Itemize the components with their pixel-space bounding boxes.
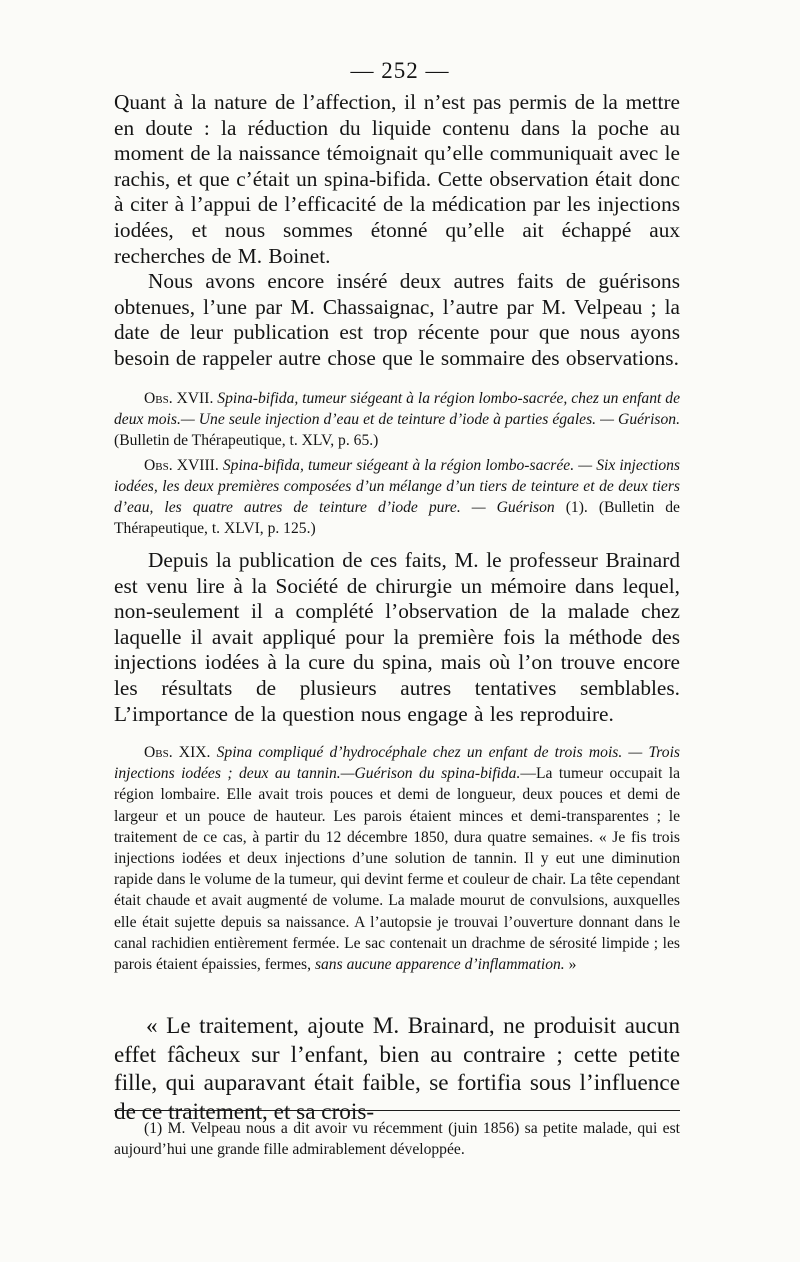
obs-17-title: Spina-bifida, tumeur siégeant à la région lombo-sacrée, chez un enfant de deux mois.— Une seule injection d’eau et de teinture d’iode à parties égales. — Guérison. — [114, 390, 680, 429]
page-number: — 252 — — [350, 58, 450, 83]
obs-19-emphasis: sans aucune apparence d’inflammation. — [314, 956, 565, 974]
observations-block — [114, 388, 680, 539]
obs-19-close: » — [568, 956, 577, 974]
obs-17-source: (Bulletin de Thérapeutique, t. XLV, p. 65.) — [114, 432, 379, 450]
obs-18-note-ref: (1). — [565, 499, 588, 517]
main-text-column — [114, 90, 680, 372]
obs-17-label: Obs. XVII. — [144, 390, 214, 407]
obs-18-label: Obs. XVIII. — [144, 456, 219, 474]
observation-18 — [114, 455, 680, 540]
obs-19-label: Obs. XIX. — [144, 744, 211, 761]
footnote-mark: (1) — [144, 1120, 163, 1137]
observation-19-block — [114, 742, 680, 975]
observation-19 — [114, 742, 680, 975]
footnote-text: M. Velpeau nous a dit avoir vu récemment (juin 1856) sa petite malade, qui est aujourd’hui une grande fille admirablement développée. — [114, 1120, 680, 1158]
paragraph-affection-nature: Quant à la nature de l’affection, il n’est pas permis de la mettre en doute : la réduction du liquide contenu dans la poche au moment de la naissance témoignait qu’elle communiquait avec le rachis, et que c’était un spina-bifida. Cette observation était donc à citer à l’appui de l’efficacité de la médication par les injections iodées, et nous sommes étonné qu’elle ait échappé aux recherches de M. Boinet. — [114, 90, 680, 268]
obs-18-title: Spina-bifida, tumeur siégeant à la région lombo-sacrée. — Six injections iodées, les deux premières composées d’un mélange d’un tiers de teinture et de deux tiers d’eau, les quatre autres de teinture d’iode pure. — Guérison — [114, 456, 680, 517]
footnote — [114, 1118, 680, 1160]
obs-19-title: Spina compliqué d’hydrocéphale chez un enfant de trois mois. — Trois injections iodées ; deux au tannin.—Guérison du spina-bifida. — [114, 744, 680, 783]
brainard-block — [114, 548, 680, 727]
obs-18-source: (Bulletin de Thérapeutique, t. XLVI, p. 125.) — [114, 499, 680, 538]
footnote-rule — [114, 1110, 680, 1111]
obs-19-text: —La tumeur occupait la région lombaire. Elle avait trois pouces et demi de longueur, deux pouces et demi de largeur et un pouce de hauteur. Les parois étaient minces et demi-transparentes ; le traitement de ce cas, à partir du 12 décembre 1850, dura quatre semaines. « Je fis trois injections iodées et deux injections d’une solution de tannin. Il y eut une diminution rapide dans le volume de la tumeur, qui devint ferme et couleur de chair. La tête cependant était chaude et avait augmenté de volume. La malade mourut de convulsions, auxquelles elle était sujette depuis sa naissance. A l’autopsie je trouvai l’ouverture donnant dans le canal rachidien entièrement fermée. Le sac contenait un drachme de sérosité limpide ; les parois étaient épaissies, fermes, — [114, 765, 680, 974]
paragraph-other-cures: Nous avons encore inséré deux autres faits de guérisons obtenues, l’une par M. Chassaignac, l’autre par M. Velpeau ; la date de leur publication est trop récente pour que nous ayons besoin de rappeler autre chose que le sommaire des observations. — [114, 269, 680, 370]
paragraph-brainard-memoir: Depuis la publication de ces faits, M. le professeur Brainard est venu lire à la Société de chirurgie un mémoire dans lequel, non-seulement il a complété l’observation de la malade chez laquelle il avait appliqué pour la première fois la méthode des injections iodées à la cure du spina, mais où l’on trouve encore les résultats de plusieurs autres tentatives semblables. L’importance de la question nous engage à les reproduire. — [114, 548, 680, 726]
paragraph-treatment-effect: « Le traitement, ajoute M. Brainard, ne produisit aucun effet fâcheux sur l’enfant, bien au contraire ; cette petite fille, qui auparavant était faible, se fortifia sous l’influence de ce traitement, et sa crois- — [114, 1013, 680, 1125]
closing-block — [114, 1012, 680, 1126]
observation-17 — [114, 388, 680, 452]
